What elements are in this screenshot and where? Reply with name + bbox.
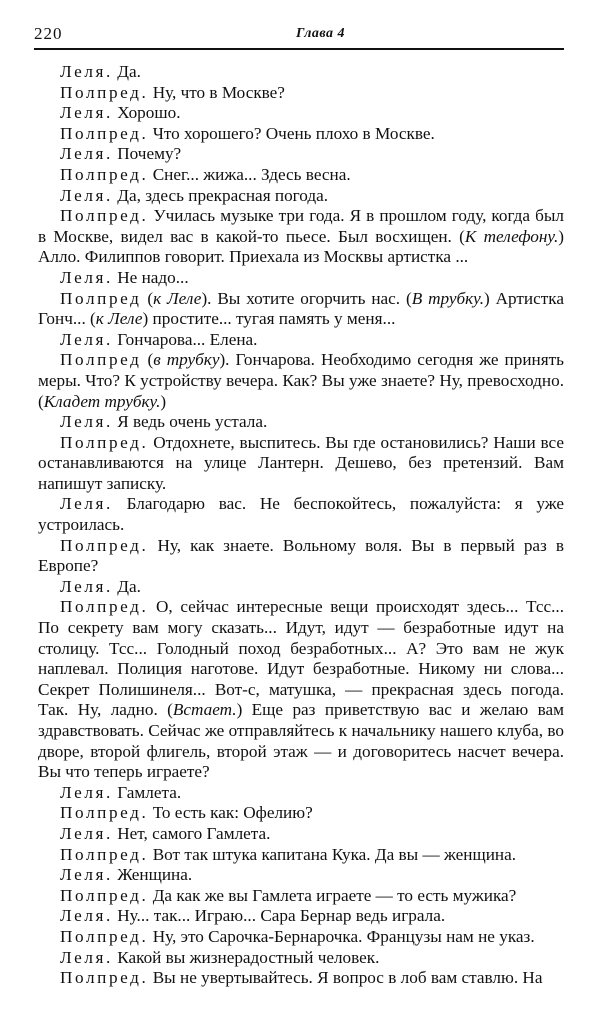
- dialogue-line: [38, 968, 564, 989]
- speaker-name: Полпред: [60, 288, 142, 308]
- dialogue-line: [38, 165, 564, 186]
- speaker-name: Полпред.: [60, 123, 149, 143]
- speaker-name: Леля.: [60, 329, 113, 349]
- speech-text: Вы не увертывайтесь. Я вопрос в лоб вам ставлю. На: [148, 968, 543, 988]
- dialogue-line: [38, 577, 564, 598]
- stage-direction: к Леле: [95, 309, 143, 329]
- speaker-name: Леля.: [60, 62, 113, 81]
- speaker-name: Полпред.: [60, 968, 149, 988]
- dialogue-text: [38, 62, 564, 989]
- dialogue-line: [38, 536, 564, 577]
- dialogue-line: [38, 268, 564, 289]
- dialogue-line: [38, 433, 564, 495]
- speech-text: Да.: [112, 62, 141, 81]
- speaker-name: Леля.: [60, 947, 113, 967]
- speech-text: Нет, самого Гамлета.: [112, 823, 271, 843]
- dialogue-line: [38, 886, 564, 907]
- speech-text: Да, здесь прекрасная погода.: [112, 185, 329, 205]
- dialogue-line: [38, 865, 564, 886]
- stage-direction: в трубку: [153, 350, 220, 370]
- speaker-name: Полпред.: [60, 844, 149, 864]
- dialogue-line: [38, 350, 564, 412]
- dialogue-line: [38, 330, 564, 351]
- speech-text: ): [160, 391, 167, 411]
- dialogue-line: [38, 783, 564, 804]
- speaker-name: Полпред.: [60, 164, 149, 184]
- speaker-name: Леля.: [60, 576, 113, 596]
- stage-direction: Кладет трубку.: [43, 391, 161, 411]
- speech-text: Почему?: [112, 144, 182, 164]
- dialogue-line: [38, 597, 564, 782]
- speech-text: Я ведь очень устала.: [112, 412, 268, 432]
- speech-text: ) Еще раз приветствую вас и желаю вам здравствовать. Сейчас же отправляйтесь к начальнику нашего клуба, во дворе, второй флигель, второй этаж — и договоритесь насчет вечера. Вы что теперь играете?: [38, 700, 564, 782]
- speaker-name: Полпред.: [60, 597, 149, 617]
- speech-text: Ну, это Сарочка-Бернарочка. Французы нам не указ.: [148, 926, 535, 946]
- dialogue-line: [38, 289, 564, 330]
- dialogue-line: [38, 824, 564, 845]
- speaker-name: Полпред.: [60, 885, 149, 905]
- speech-text: Какой вы жизнерадостный человек.: [112, 947, 380, 967]
- speech-text: Ну, что в Москве?: [148, 82, 285, 102]
- speech-text: (: [141, 350, 154, 370]
- speaker-name: Леля.: [60, 103, 113, 123]
- speech-text: Гамлета.: [112, 782, 182, 802]
- dialogue-line: [38, 845, 564, 866]
- speaker-name: Полпред: [60, 350, 142, 370]
- speech-text: Ну, как знаете. Вольному воля. Вы в первый раз в Европе?: [38, 535, 564, 576]
- dialogue-line: [38, 803, 564, 824]
- stage-direction: В трубку.: [411, 288, 485, 308]
- speech-text: Женщина.: [112, 865, 193, 885]
- page-number: 220: [34, 24, 63, 43]
- speech-text: Ну... так... Играю... Сара Бернар ведь играла.: [112, 906, 446, 926]
- stage-direction: Встает.: [172, 700, 237, 720]
- dialogue-line: [38, 494, 564, 535]
- chapter-title: Глава 4: [296, 26, 346, 41]
- speaker-name: Полпред.: [60, 926, 149, 946]
- speaker-name: Леля.: [60, 906, 113, 926]
- speech-text: ) Артистка Гонч... (: [38, 288, 564, 329]
- dialogue-line: [38, 144, 564, 165]
- speech-text: Да.: [112, 576, 141, 596]
- speaker-name: Леля.: [60, 185, 113, 205]
- speech-text: О, сейчас интересные вещи происходят здесь... Тсс... По секрету вам могу сказать... Идут, идут — безработные идут на столицу. Тсс... Голодный поход безработных... А? Это вам не жук наплевал. Полиция наготове. Идут безработные. Никому ни слова... Секрет Полишинеля... Вот-с, матушка, — прекрасная здесь погода. Так. Ну, ладно. (: [38, 597, 564, 720]
- speaker-name: Полпред.: [60, 535, 149, 555]
- speech-text: ) Алло. Филиппов говорит. Приехала из Москвы артистка ...: [38, 226, 564, 267]
- dialogue-line: [38, 906, 564, 927]
- speech-text: Что хорошего? Очень плохо в Москве.: [148, 123, 435, 143]
- speaker-name: Полпред.: [60, 82, 149, 102]
- speech-text: Вот так штука капитана Кука. Да вы — женщина.: [148, 844, 517, 864]
- speaker-name: Леля.: [60, 144, 113, 164]
- dialogue-line: [38, 948, 564, 969]
- speech-text: Благодарю вас. Не беспокойтесь, пожалуйста: я уже устроилась.: [38, 494, 564, 535]
- running-header: [34, 22, 564, 50]
- speech-text: Хорошо.: [112, 103, 181, 123]
- speech-text: Снег... жижа... Здесь весна.: [148, 164, 351, 184]
- stage-direction: К телефону.: [464, 226, 559, 246]
- dialogue-line: [38, 83, 564, 104]
- speech-text: То есть как: Офелию?: [148, 803, 313, 823]
- dialogue-line: [38, 206, 564, 268]
- speaker-name: Леля.: [60, 865, 113, 885]
- dialogue-line: [38, 186, 564, 207]
- dialogue-line: [38, 412, 564, 433]
- speaker-name: Леля.: [60, 823, 113, 843]
- speech-text: Гончарова... Елена.: [112, 329, 258, 349]
- speech-text: ). Вы хотите огорчить нас. (: [201, 288, 412, 308]
- speech-text: Не надо...: [112, 267, 189, 287]
- dialogue-line: [38, 62, 564, 83]
- dialogue-line: [38, 103, 564, 124]
- speech-text: ). Гончарова. Необходимо сегодня же принять меры. Что? К устройству вечера. Как? Вы уже знаете? Ну, превосходно. (: [38, 350, 564, 411]
- speaker-name: Леля.: [60, 782, 113, 802]
- dialogue-line: [38, 927, 564, 948]
- speech-text: (: [141, 288, 154, 308]
- speech-text: Отдохнете, выспитесь. Вы где остановились? Наши все останавливаются на улице Лантерн. Дешево, без претензий. Вам напишут записку.: [38, 432, 564, 493]
- speaker-name: Леля.: [60, 494, 113, 514]
- speaker-name: Полпред.: [60, 432, 149, 452]
- speech-text: Училась музыке три года. Я в прошлом году, когда был в Москве, видел вас в какой-то пьесе. Был восхищен. (: [38, 206, 564, 246]
- speech-text: Да как же вы Гамлета играете — то есть мужика?: [148, 885, 517, 905]
- dialogue-line: [38, 124, 564, 145]
- stage-direction: к Леле: [153, 288, 202, 308]
- speaker-name: Леля.: [60, 267, 113, 287]
- speech-text: ) простите... тугая память у меня...: [142, 309, 396, 329]
- speaker-name: Леля.: [60, 412, 113, 432]
- speaker-name: Полпред.: [60, 803, 149, 823]
- speaker-name: Полпред.: [60, 206, 149, 226]
